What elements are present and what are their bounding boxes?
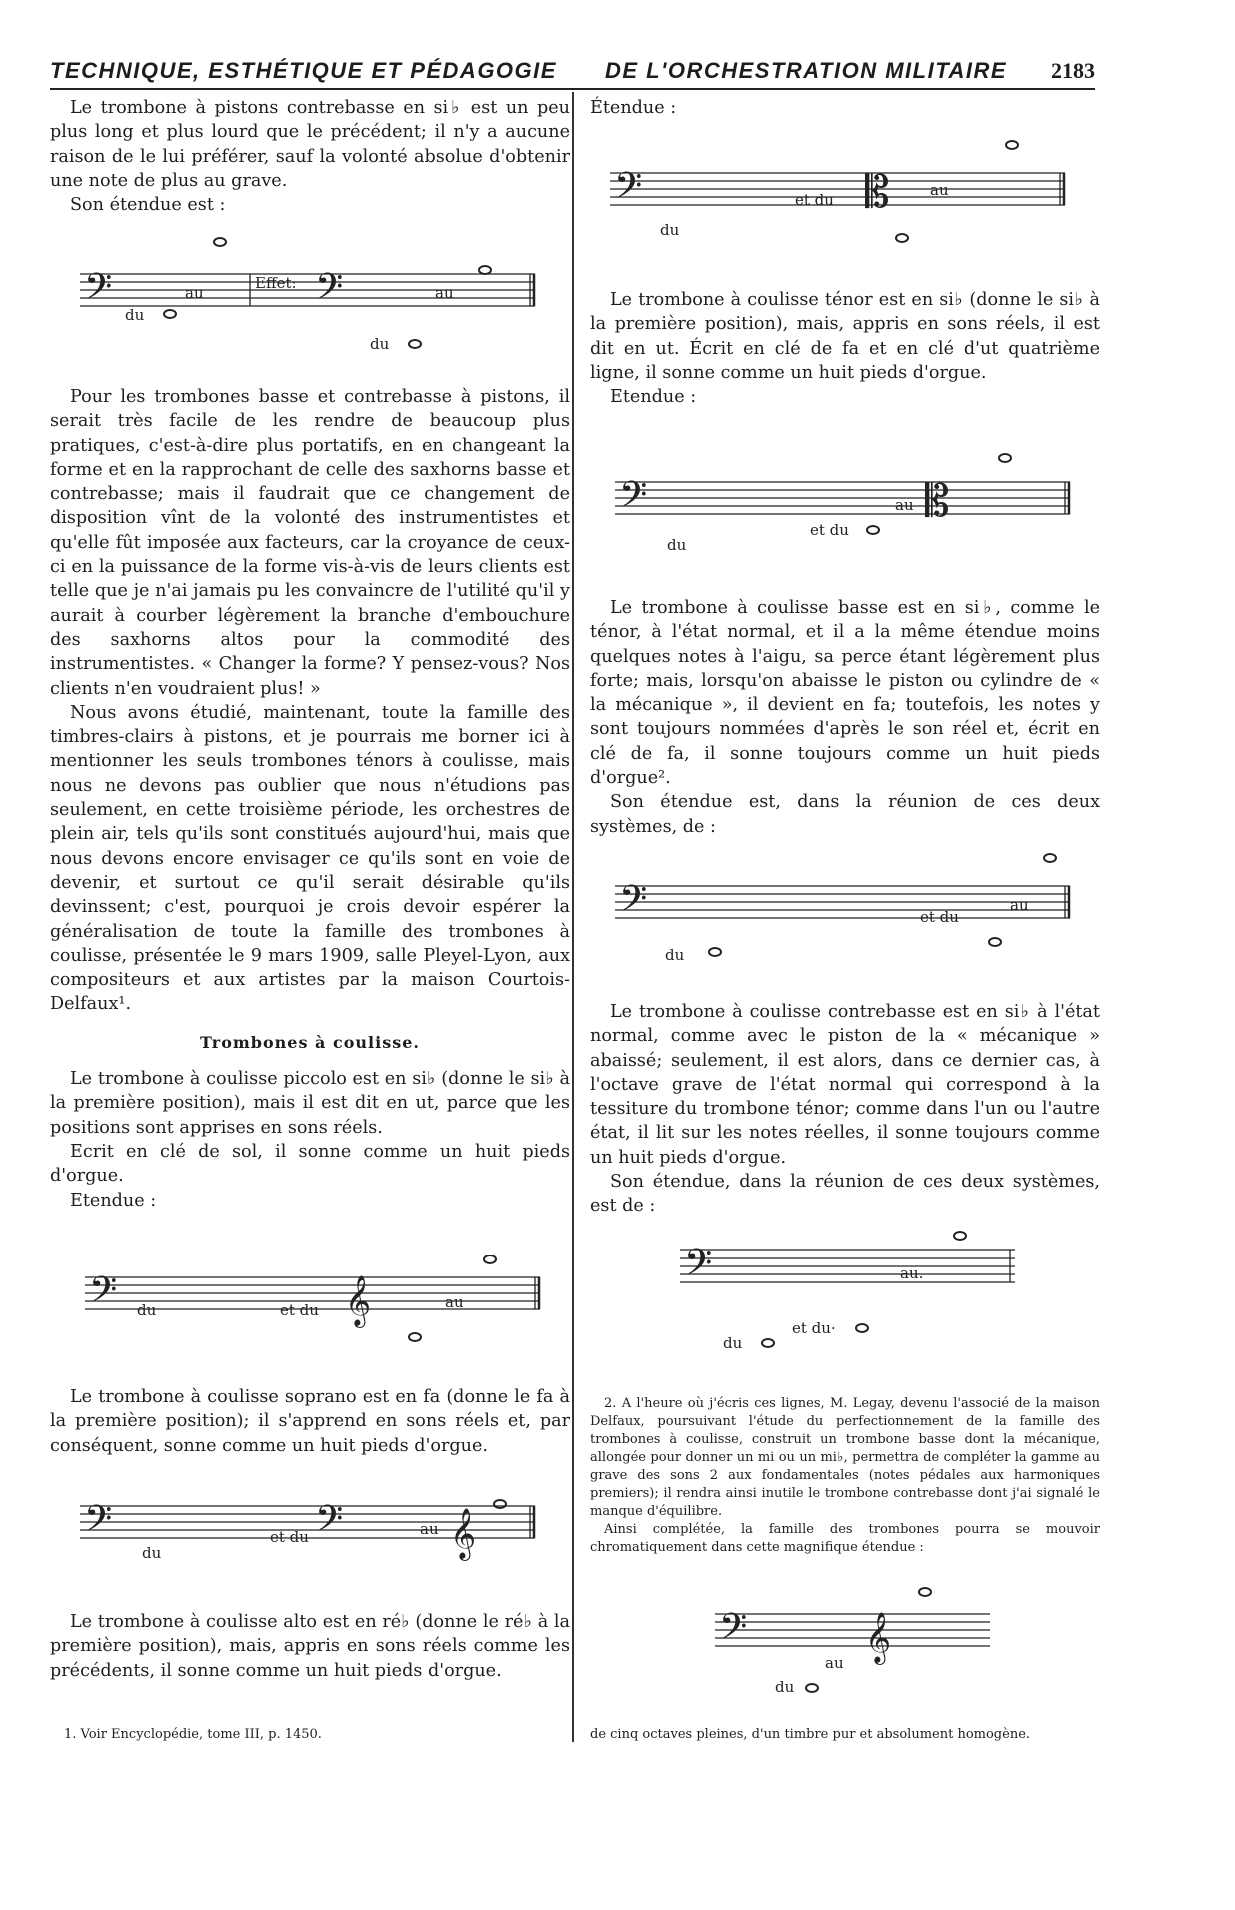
section-heading: Trombones à coulisse. [200, 1032, 420, 1052]
label-au: au [1010, 896, 1029, 914]
label-etendue: Étendue : [590, 98, 677, 118]
paragraph-famille-timbres: Nous avons étudié, maintenant, toute la famille des timbres-clairs à pistons, et je pourrais me borner ici à mentionner les seuls trombones ténors à coulisse, mais nous ne devons pas oublier que nous n'étudions pas seulement, en cette troisième période, les orchestres de plein air, tels qu'ils sont constitués aujourd'hui, mais que nous devons encore envisager ce qu'ils sont en voie de devenir, et surtout ce qu'il serait désirable qu'ils devinssent; c'est, pourquoi je crois devoir espérer la généralisation de toute la famille des trombones à coulisse, présentée le 9 mars 1909, salle Pleyel-Lyon, aux compositeurs et aux artistes par la maison Courtois-Delfaux¹. [50, 702, 570, 1015]
right-column-top [590, 96, 1100, 120]
paragraph-basse-etendue: Son étendue est, dans la réunion de ces deux systèmes, de : [590, 792, 1100, 837]
paragraph-basse: Le trombone à coulisse basse est en si♭, comme le ténor, à l'état normal, et il a la même étendue moins quelques notes à l'aigu, sa perce étant légèrement plus forte; mais, lorsqu'on abaisse le piston ou cylindre de « la mécanique », il devient en fa; toutefois, les notes y sont toujours nommées d'après le son réel et, écrit en clé de fa, il sonne toujours comme un huit pieds d'orgue². [590, 598, 1100, 789]
left-column-alto [50, 1610, 570, 1683]
right-column-contrebasse [590, 1000, 1100, 1219]
label-du: du [723, 1334, 743, 1352]
column-divider [572, 92, 574, 1742]
footnote-2-cont: Ainsi complétée, la famille des trombones pourra se mouvoir chromatiquement dans cette magnifique étendue : [590, 1522, 1100, 1555]
paragraph-trombones-basse: Pour les trombones basse et contrebasse à pistons, il serait très facile de les rendre de beaucoup plus pratiques, c'est-à-dire plus portatifs, en en changeant la forme et en la rapprochant de celle des saxhorns basse et contrebasse; mais il faudrait que ce changement de disposition vînt de la volonté des instrumentistes et qu'elle fût imposée aux facteurs, car la croyance de ceux-ci en la puissance de la forme vis-à-vis de leurs clients est telle que je n'ai jamais pu les convaincre de l'utilité qu'il y aurait à courber légèrement la branche d'embouchure des saxhorns altos pour la commodité des instrumentistes. « Changer la forme? Y pensez-vous? Nos clients n'en voudraient plus! » [50, 387, 570, 699]
note-high [214, 238, 226, 246]
label-et-du: et du [795, 191, 834, 209]
tenor-clef: 𝄡 [925, 476, 950, 527]
note-high [484, 1255, 496, 1263]
label-du: du [665, 946, 685, 964]
right-column-tenor [590, 288, 1100, 409]
page-number: 2183 [1051, 58, 1095, 83]
music-example-5 [615, 450, 1075, 560]
header-rule [50, 88, 1095, 90]
label-au: au [185, 284, 204, 302]
bass-clef: 𝄢 [719, 1606, 748, 1657]
header-left: TECHNIQUE, ESTHÉTIQUE ET PÉDAGOGIE [50, 58, 557, 83]
label-et-du: et du [810, 521, 849, 539]
running-header [50, 58, 1095, 86]
note-low [762, 1339, 774, 1347]
treble-clef: 𝄞 [865, 1612, 892, 1663]
note-low [164, 310, 176, 318]
treble-clef: 𝄞 [345, 1275, 372, 1326]
music-example-8 [715, 1580, 995, 1700]
paragraph-pistons-contrebasse: Le trombone à pistons contrebasse en si♭ est un peu plus long et plus lourd que le précédent; il n'y a aucune raison de le lui préférer, sauf la volonté absolue d'obtenir une note de plus au grave. [50, 98, 570, 191]
footnote-2-text: 2. A l'heure où j'écris ces lignes, M. Legay, devenu l'associé de la maison Delfaux, poursuivant l'étude du perfectionnement de la famille des trombones à coulisse, construit un trombone basse dont la mécanique, allongée pour donner un mi ou un mi♭, permettra de compléter la gamme au grave des sons 2 aux fondamentales (notes pédales aux harmoniques premiers); il rendra ainsi inutile le trombone contrebasse dont j'ai signalé le manque d'équilibre. [590, 1396, 1100, 1519]
note-mid [989, 938, 1001, 946]
paragraph-contrebasse: Le trombone à coulisse contrebasse est en si♭ à l'état normal, comme avec le piston de la « mécanique » abaissé; seulement, il est alors, dans ce dernier cas, à l'octave grave de l'état normal qui correspond à la tessiture du trombone ténor; comme dans l'un ou l'autre état, il lit sur les notes réelles, il sonne toujours comme un huit pieds d'orgue. [590, 1002, 1100, 1168]
bass-clef: 𝄢 [614, 165, 643, 216]
music-example-4 [610, 135, 1070, 250]
label-et-du: et du· [792, 1319, 836, 1337]
note-high [999, 454, 1011, 462]
staff-lines [715, 1614, 990, 1646]
label-du: du [775, 1678, 795, 1696]
paragraph-piccolo-cle: Ecrit en clé de sol, il sonne comme un huit pieds d'orgue. [50, 1141, 570, 1187]
note-low [409, 1333, 421, 1341]
label-au: au [445, 1293, 464, 1311]
paragraph-alto: Le trombone à coulisse alto est en ré♭ (donne le ré♭ à la première position), mais, appris en sons réels comme les précédents, il sonne comme un huit pieds d'orgue. [50, 1612, 570, 1681]
music-example-1 [80, 232, 540, 352]
note-high [1006, 141, 1018, 149]
paragraph-tenor: Le trombone à coulisse ténor est en si♭ (donne le si♭ à la première position), mais, appris en sons réels, il est dit en ut. Écrit en clé de fa et en clé d'ut quatrième ligne, il sonne comme un huit pieds d'orgue. [590, 290, 1100, 383]
staff-lines [615, 886, 1070, 918]
bass-clef: 𝄢 [619, 878, 648, 929]
note-mid [867, 526, 879, 534]
note-low [896, 234, 908, 242]
staff-lines [615, 482, 1070, 514]
right-column-basse [590, 596, 1100, 839]
paragraph-soprano: Le trombone à coulisse soprano est en fa (donne le fa à la première position); il s'apprend en sons réels et, par conséquent, sonne comme un huit pieds d'orgue. [50, 1387, 570, 1456]
paragraph-tenor-etendue: Etendue : [610, 387, 697, 408]
bass-clef: 𝄢 [84, 1498, 113, 1549]
label-au: au [825, 1654, 844, 1672]
label-et-du: et du [270, 1528, 309, 1546]
note-mid [856, 1324, 868, 1332]
note-high [954, 1232, 966, 1240]
music-example-2 [85, 1255, 545, 1355]
bass-clef-2: 𝄢 [315, 266, 344, 317]
left-column-top [50, 96, 570, 217]
label-au: au. [900, 1264, 924, 1282]
bass-clef: 𝄢 [684, 1242, 713, 1293]
paragraph-piccolo: Le trombone à coulisse piccolo est en si♭ (donne le si♭ à la première position), mais il est dit en ut, parce que les positions sont apprises en sons réels. [50, 1069, 570, 1138]
note-high [494, 1500, 506, 1508]
label-au: au [930, 181, 949, 199]
label-du: du [142, 1544, 162, 1562]
paragraph-contrebasse-etendue: Son étendue, dans la réunion de ces deux systèmes, est de : [590, 1172, 1100, 1217]
staff-lines [680, 1250, 1015, 1282]
note-high [919, 1588, 931, 1596]
label-et-du: et du [280, 1301, 319, 1319]
footnote-2-end [590, 1726, 1100, 1744]
bass-clef-2: 𝄢 [315, 1498, 344, 1549]
label-du: du [137, 1301, 157, 1319]
footnote-1 [50, 1726, 570, 1744]
footnote-1-text: 1. Voir Encyclopédie, tome III, p. 1450. [64, 1727, 322, 1742]
note-low [806, 1684, 818, 1692]
left-column-middle [50, 385, 570, 1213]
staff-lines [80, 274, 535, 306]
paragraph-piccolo-etendue: Etendue : [70, 1190, 157, 1211]
label-du: du [667, 536, 687, 554]
music-example-7 [680, 1228, 1020, 1353]
music-example-6 [615, 852, 1075, 967]
left-column-bottom [50, 1385, 570, 1458]
bass-clef: 𝄢 [89, 1269, 118, 1320]
label-du: du [125, 306, 145, 324]
footnote-2-final: de cinq octaves pleines, d'un timbre pur et absolument homogène. [590, 1727, 1031, 1742]
staff-lines [610, 173, 1065, 205]
note-effet-high [479, 266, 491, 274]
label-et-du: et du [920, 908, 959, 926]
treble-clef: 𝄞 [450, 1508, 477, 1559]
music-example-3 [80, 1490, 540, 1580]
label-au: au [895, 496, 914, 514]
note-high [1044, 854, 1056, 862]
note-effet-low [409, 340, 421, 348]
label-effet: Effet: [255, 274, 297, 292]
bass-clef: 𝄢 [619, 474, 648, 525]
label-du-2: du [370, 335, 390, 352]
label-du: du [660, 221, 680, 239]
header-right: DE L'ORCHESTRATION MILITAIRE [605, 58, 1008, 83]
bass-clef: 𝄢 [84, 266, 113, 317]
tenor-clef: 𝄡 [865, 167, 890, 218]
label-au: au [420, 1520, 439, 1538]
paragraph-son-etendue: Son étendue est : [70, 195, 226, 216]
note-low [709, 948, 721, 956]
label-au-2: au [435, 284, 454, 302]
footnote-2 [590, 1395, 1100, 1557]
